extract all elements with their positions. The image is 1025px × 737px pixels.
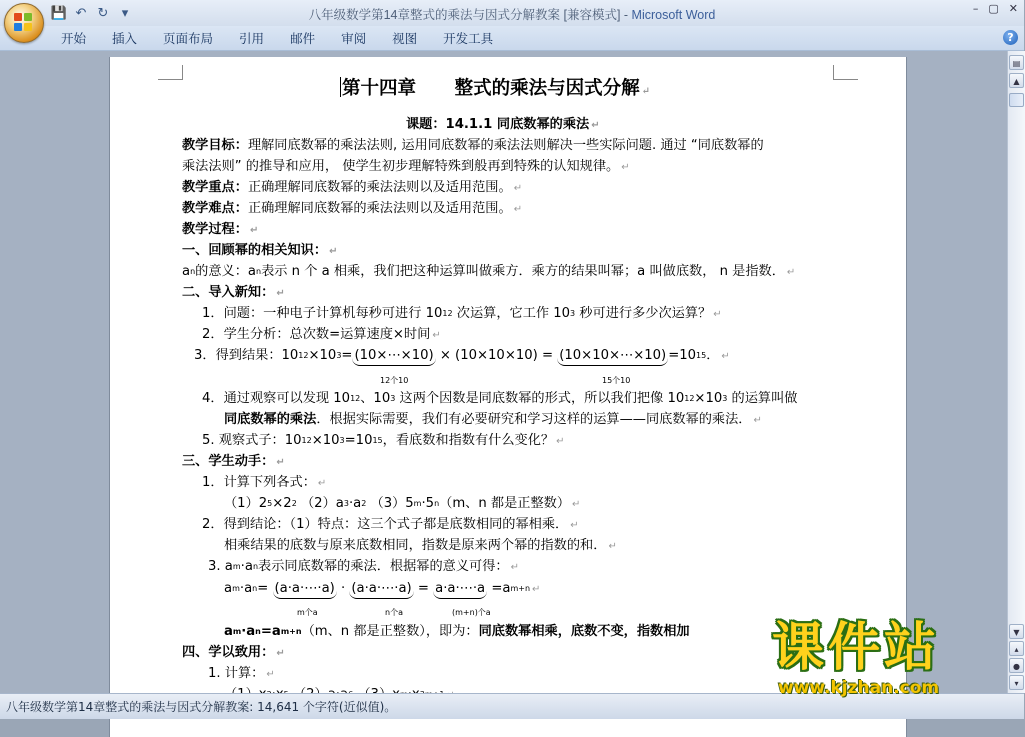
customize-qat-icon[interactable]: ▾ <box>121 5 129 21</box>
paragraph: 教学重点：正确理解同底数幂的乘法法则以及适用范围。 ↵ <box>182 180 523 195</box>
browse-object-icon[interactable]: ● <box>1009 658 1024 673</box>
tab-home[interactable]: 开始 <box>61 31 87 46</box>
window-title: 八年级数学第14章整式的乘法与因式分解教案 [兼容模式] - Microsoft Word <box>308 8 716 22</box>
tab-view[interactable]: 视图 <box>392 31 418 46</box>
brace-label: (m+n)个a <box>452 608 491 617</box>
tab-developer[interactable]: 开发工具 <box>443 31 494 46</box>
paragraph: $(1)2^5\times 2^2$ $(2)a^3\cdot a^2$ $(3)5^m\cdot 5^n(m$、n 都是正整数） ↵ <box>224 496 581 511</box>
section-heading: 一、回顾幂的相关知识： ↵ <box>182 243 338 258</box>
tab-insert[interactable]: 插入 <box>112 31 138 46</box>
paragraph: $a^m\cdot a^n=a^{m+n}(m$、n 都是正整数），即为：同底数幂相乘，底数不变，指数相加 <box>224 624 690 639</box>
brace-label: m个a <box>297 608 318 617</box>
redo-icon[interactable]: ↻ <box>97 5 109 21</box>
watermark-title: 课件站 <box>772 618 941 678</box>
watermark-logo <box>772 618 1008 700</box>
formula-line: 3．得到结果：$10^{12}\times 10^3=$ (10×⋯×10) × (10×10×10) = (10×10×⋯×10) $=10^{15}$． ↵ <box>194 347 730 366</box>
save-icon[interactable]: 💾 <box>50 5 68 21</box>
tab-references[interactable]: 引用 <box>239 31 265 46</box>
brace-label: 15个10 <box>602 376 631 385</box>
minimize-button[interactable]: – <box>972 2 979 15</box>
paragraph: 3. $a^m\cdot a^n$表示同底数幂的乘法．根据幂的意义可得： ↵ <box>208 559 519 574</box>
brace-label: 12个10 <box>380 376 409 385</box>
office-button[interactable] <box>4 3 44 43</box>
paragraph: 1. 计算： ↵ <box>208 666 275 681</box>
paragraph: 1．计算下列各式： ↵ <box>202 475 327 490</box>
section-heading: 二、导入新知： ↵ <box>182 285 285 300</box>
margin-corner-mark <box>158 65 183 80</box>
paragraph: 2．学生分析：总次数=运算速度×时间 ↵ <box>202 327 441 342</box>
scroll-down-icon[interactable]: ▼ <box>1009 624 1024 639</box>
paragraph: 同底数幂的乘法．根据实际需要，我们有必要研究和学习这样的运算——同底数幂的乘法． ↵ <box>224 412 762 427</box>
previous-page-icon[interactable]: ▴ <box>1009 641 1024 656</box>
scroll-up-icon[interactable]: ▲ <box>1009 73 1024 88</box>
brace-label: n个a <box>385 608 403 617</box>
lesson-title: 课题：14.1.1 同底数幂的乘法 ↵ <box>406 117 600 132</box>
document-workspace <box>0 51 1007 693</box>
text-cursor <box>340 77 341 97</box>
undo-icon[interactable]: ↶ <box>75 5 87 21</box>
formula-line: $a^m\cdot a^n=$ (a·a·⋯·a) · (a·a·⋯·a) = a·a·⋯·a $=a^{m+n}$ ↵ <box>224 580 540 599</box>
paragraph: 5. 观察式子：$10^{12}\times 10^3=10^{15}$，看底数和指数有什么变化？ ↵ <box>202 433 565 448</box>
next-page-icon[interactable]: ▾ <box>1009 675 1024 690</box>
paragraph: 教学难点：正确理解同底数幂的乘法法则以及适用范围。 ↵ <box>182 201 523 216</box>
help-icon[interactable]: ? <box>1003 30 1018 45</box>
paragraph: 4．通过观察可以发现 $10^{12}$、$10^3$ 这两个因数是同底数幂的形式，所以我们把像 $10^{12}\times 10^3$ 的运算叫做 <box>202 391 798 406</box>
tab-mailings[interactable]: 邮件 <box>290 31 316 46</box>
margin-corner-mark <box>833 65 858 80</box>
window-controls <box>973 2 1018 15</box>
paragraph: 教学目标：理解同底数幂的乘法法则, 运用同底数幂的乘法法则解决一些实际问题. 通过 “同底数幂的 <box>182 138 764 153</box>
office-logo-icon <box>14 13 34 33</box>
scroll-thumb[interactable] <box>1009 93 1024 107</box>
paragraph: $a^n$的意义：$a^n$表示 n 个 a 相乘，我们把这种运算叫做乘方．乘方的结果叫幂；a 叫做底数， n 是指数． ↵ <box>182 264 796 279</box>
paragraph: 乘法法则” 的推导和应用， 使学生初步理解特殊到般再到特殊的认知规律。 ↵ <box>182 159 630 174</box>
status-text: 八年级数学第14章整式的乘法与因式分解教案: 14,641 个字符(近似值)。 <box>6 700 397 714</box>
vertical-scrollbar[interactable] <box>1007 51 1025 693</box>
ribbon <box>0 26 1024 51</box>
paragraph: 相乘结果的底数与原来底数相同，指数是原来两个幂的指数的和． ↵ <box>224 538 617 553</box>
ribbon-tabs <box>48 30 506 47</box>
tab-review[interactable]: 审阅 <box>341 31 367 46</box>
title-bar <box>0 0 1024 27</box>
paragraph: 1．问题：一种电子计算机每秒可进行 $10^{12}$ 次运算，它工作 $10^3$ 秒可进行多少次运算？ ↵ <box>202 306 722 321</box>
section-heading: 三、学生动手： ↵ <box>182 454 285 469</box>
chapter-heading: 第十四章 整式的乘法与因式分解 ↵ <box>342 78 651 99</box>
watermark-url: www.kjzhan.com <box>778 678 940 698</box>
close-button[interactable]: ✕ <box>1008 2 1018 15</box>
restore-button[interactable]: ▢ <box>988 2 999 15</box>
view-ruler-icon[interactable]: ▤ <box>1009 55 1024 70</box>
tab-page-layout[interactable]: 页面布局 <box>163 31 214 46</box>
section-heading: 四、学以致用： ↵ <box>182 645 285 660</box>
paragraph: 2．得到结论：（1）特点：这三个式子都是底数相同的幂相乘． ↵ <box>202 517 579 532</box>
section-heading: 教学过程： ↵ <box>182 222 259 237</box>
